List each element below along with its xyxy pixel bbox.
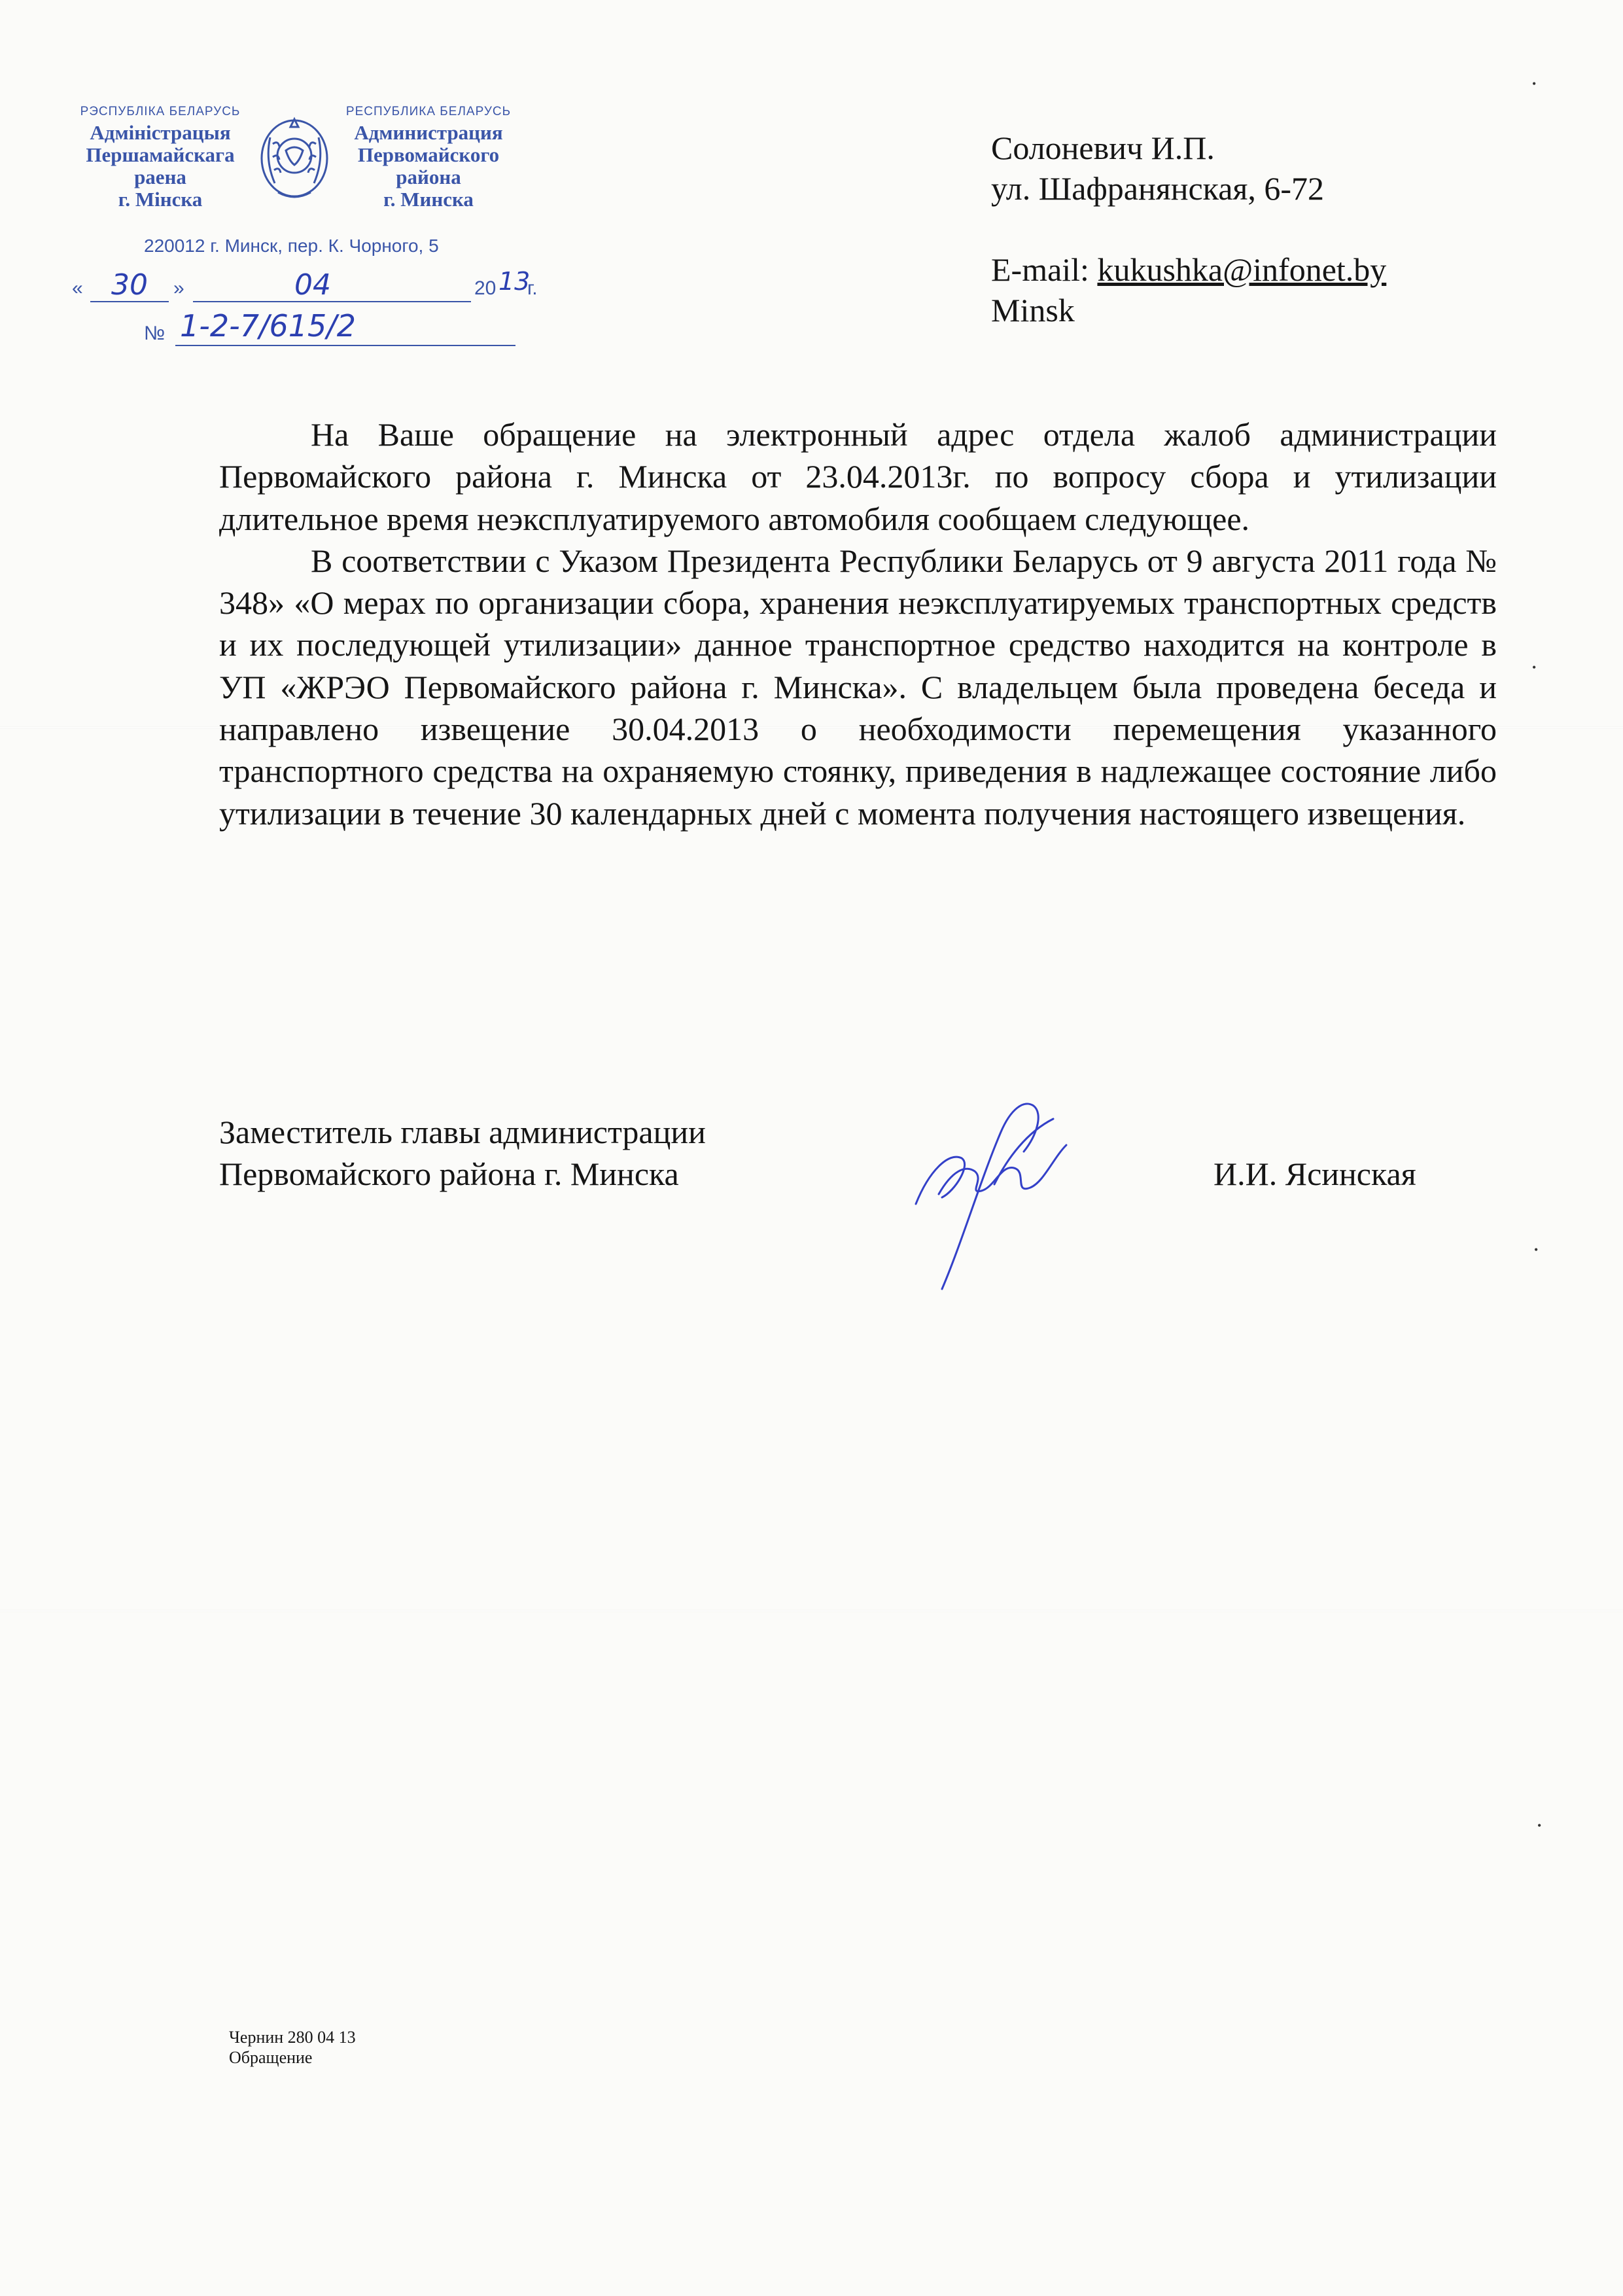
edge-mark: • (1537, 1819, 1542, 1832)
letter-body (219, 414, 1497, 834)
letter-number (144, 308, 536, 350)
fold-line (0, 1610, 1623, 1612)
date-year-prefix: 20 (474, 277, 497, 299)
letterhead-line: района (396, 166, 461, 188)
addressee-email-line (991, 249, 1386, 290)
body-paragraph: В соответствии с Указом Президента Республики Беларусь от 9 августа 2011 года № 348» «О мерах по организации сбора, хранения неэксплуатируемых транспортных средств и их последующей утилизации» данное транспортное средство находится на контроле в УП «ЖРЭО Первомайского района г. Минска». С владельцем была проведена беседа и направлено извещение 30.04.2013 о необходимости перемещения указанного транспортного средства на охраняемую стоянку, приведения в надлежащее состояние либо утилизации в течение 30 календарных дней с момента получения настоящего извещения. (219, 542, 1497, 832)
email-label: E-mail: (991, 251, 1098, 288)
executor-note (229, 2027, 356, 2068)
addressee-block (991, 128, 1386, 330)
letterhead-line: Адміністрацыя (90, 121, 231, 144)
state-emblem-icon (252, 111, 337, 209)
date-year-mark: г. (527, 277, 538, 299)
letterhead-line: Первомайского (357, 143, 500, 166)
edge-mark: • (1532, 661, 1537, 674)
date-month: 04 (294, 268, 331, 302)
edge-mark: • (1534, 1243, 1539, 1256)
letterhead-address: 220012 г. Минск, пер. К. Чорного, 5 (144, 236, 439, 256)
date-close-quote: » (173, 277, 184, 299)
letterhead-line: раена (134, 166, 186, 188)
date-day-underline (90, 301, 169, 302)
date-day: 30 (111, 268, 148, 302)
letterhead-country: РЕСПУБЛИКА БЕЛАРУСЬ (345, 105, 512, 118)
date-year-suffix: 13 (498, 267, 531, 296)
body-paragraph: На Ваше обращение на электронный адрес отдела жалоб администрации Первомайского района г. Минска от 23.04.2013г. по вопросу сбора и утилизации длительное время неэксплуатируемого автомобиля сообщаем следующее. (219, 416, 1497, 537)
letterhead-line: Администрация (354, 121, 503, 144)
signatory-name: И.И. Ясинская (1213, 1156, 1416, 1192)
date-month-underline (193, 301, 471, 302)
handwritten-signature-icon (903, 1073, 1079, 1296)
email-link[interactable]: kukushka@infonet.by (1097, 251, 1387, 288)
letterhead-stamp (72, 105, 543, 353)
executor-line: Чернин 280 04 13 (229, 2028, 356, 2047)
letterhead-line: г. Минска (383, 188, 474, 211)
addressee-city: Minsk (991, 292, 1075, 328)
number-prefix: № (144, 323, 166, 344)
signatory-title-line: Заместитель главы администрации (219, 1114, 706, 1150)
edge-mark: • (1532, 77, 1537, 90)
executor-line: Обращение (229, 2048, 313, 2067)
signatory-title (219, 1111, 706, 1195)
date-open-quote: « (72, 277, 83, 299)
addressee-street: ул. Шафранянская, 6-72 (991, 170, 1325, 207)
addressee-name: Солоневич И.П. (991, 130, 1215, 166)
number-underline (175, 345, 515, 346)
letterhead-line: Першамайскага (86, 143, 235, 166)
number-value: 1-2-7/615/2 (180, 308, 357, 344)
signatory-title-line: Первомайского района г. Минска (219, 1156, 679, 1192)
letterhead-country: РЭСПУБЛІКА БЕЛАРУСЬ (80, 105, 241, 118)
letterhead-russian (340, 105, 517, 211)
letter-date (72, 268, 543, 308)
letterhead-belarusian (72, 105, 249, 211)
letterhead-line: г. Мінска (118, 188, 203, 211)
